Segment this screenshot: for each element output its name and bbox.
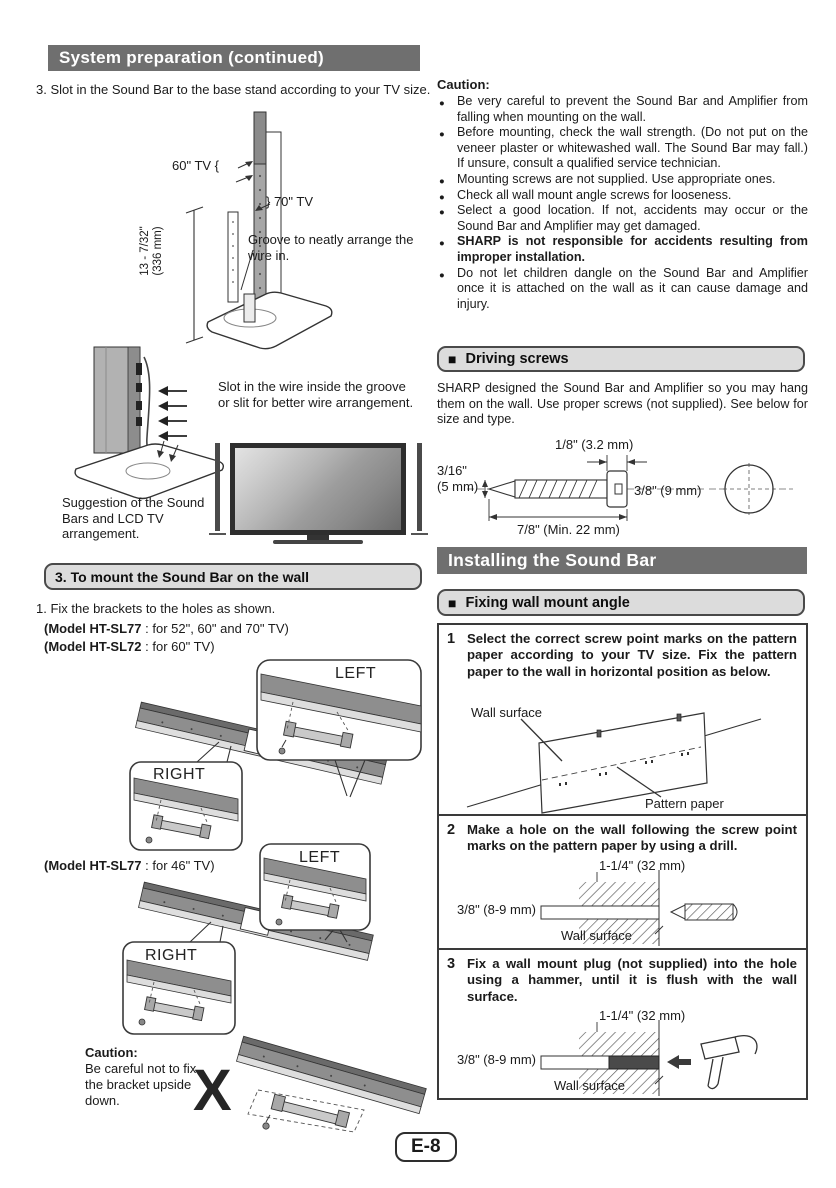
label-screw-head-diameter: 3/8" (9 mm) bbox=[634, 483, 702, 498]
pattern-paper-diagram bbox=[449, 703, 799, 815]
subheader-driving-screws: ■ Driving screws bbox=[437, 346, 805, 372]
caution-heading: Caution: bbox=[85, 1045, 138, 1060]
caution-item: ● Before mounting, check the wall strength. (Do not put on the veneer plaster or whitewashed wall. The Sound Bar may fall.) If unsure, consult a qualified service technician. bbox=[439, 125, 808, 171]
caution-item-bold: ● SHARP is not responsible for accidents resulting from improper installation. bbox=[439, 234, 808, 264]
step-number: 1 bbox=[447, 631, 456, 647]
label-60tv: 60" TV { bbox=[172, 158, 220, 173]
tv-frame bbox=[230, 443, 406, 535]
step3-instruction: 3. Slot in the Sound Bar to the base stand according to your TV size. bbox=[36, 82, 431, 97]
bullet-icon: ● bbox=[439, 191, 445, 203]
label-screw-length: 7/8" (Min. 22 mm) bbox=[517, 522, 620, 537]
bullet-icon: ● bbox=[439, 175, 445, 187]
callout-right-label-1: RIGHT bbox=[153, 766, 206, 783]
bullet-icon: ● bbox=[439, 129, 445, 141]
bracket-drawing-1 bbox=[35, 656, 427, 854]
step-text: Make a hole on the wall following the screw point marks on the pattern paper by using a drill. bbox=[467, 822, 797, 854]
label-hole-depth: 1-1/4" (32 mm) bbox=[599, 858, 686, 873]
soundbar-left-foot bbox=[209, 533, 226, 535]
callout-right-label-2: RIGHT bbox=[145, 947, 198, 964]
label-hole-diameter: 3/8" (8-9 mm) bbox=[457, 902, 537, 917]
label-screw-shaft: 3/16" (5 mm) bbox=[437, 463, 479, 494]
step-box-2 bbox=[437, 814, 808, 950]
bullet-icon: ● bbox=[439, 269, 445, 281]
page-number-badge: E-8 bbox=[395, 1132, 457, 1162]
section-marker-icon: ■ bbox=[448, 351, 457, 367]
callout-left-label-1: LEFT bbox=[335, 665, 377, 682]
bracket-diagram-large-tv bbox=[35, 656, 427, 854]
wire-arrangement-diagram bbox=[60, 345, 432, 563]
tv-base bbox=[273, 540, 363, 544]
label-70tv: } 70" TV bbox=[266, 194, 314, 209]
label-wall-surface: Wall surface bbox=[471, 705, 543, 720]
label-slot-wire: Slot in the wire inside the groove or slit for better wire arrangement. bbox=[218, 379, 414, 410]
subheader-mount-wall: 3. To mount the Sound Bar on the wall bbox=[44, 563, 422, 590]
driving-screws-body: SHARP designed the Sound Bar and Amplifier so you may hang them on the wall. Use proper screws (not supplied). See below for size and type. bbox=[437, 381, 808, 427]
model-note-3: (Model HT-SL77 : for 46" TV) bbox=[44, 858, 215, 873]
model-note-2: (Model HT-SL72 : for 60" TV) bbox=[44, 639, 215, 654]
step-box-3 bbox=[437, 948, 808, 1100]
fix-brackets-instruction: 1. Fix the brackets to the holes as shown. bbox=[36, 601, 276, 616]
caution-text: Be careful not to fix the bracket upside down. bbox=[85, 1061, 197, 1108]
step-text: Select the correct screw point marks on the pattern paper according to your TV size. Fix the pattern paper to the wall in horizontal position as below. bbox=[467, 631, 797, 679]
label-groove: Groove to neatly arrange the wire in. bbox=[248, 232, 414, 263]
wrong-bracket-sketch bbox=[222, 1028, 427, 1148]
label-hole-depth: 1-1/4" (32 mm) bbox=[599, 1008, 686, 1023]
label-hole-diameter: 3/8" (8-9 mm) bbox=[457, 1052, 537, 1067]
subheader-fixing-wall-mount: ■ Fixing wall mount angle bbox=[437, 589, 805, 616]
bracket-diagram-46tv bbox=[35, 838, 427, 1046]
soundbar-right-foot bbox=[411, 533, 428, 535]
caution-item: ● Check all wall mount angle screws for looseness. bbox=[437, 188, 808, 204]
tv-illustration bbox=[215, 443, 422, 548]
caution-item: ● Select a good location. If not, accidents may occur or the Sound Bar and Amplifier may get damaged. bbox=[439, 203, 808, 233]
bullet-icon: ● bbox=[439, 98, 445, 109]
step-text: Fix a wall mount plug (not supplied) into the hole using a hammer, until it is flush with the wall surface. bbox=[467, 956, 797, 1004]
model-note-1: (Model HT-SL77 : for 52", 60" and 70" TV) bbox=[44, 621, 289, 636]
section-banner-system-preparation: System preparation (continued) bbox=[48, 45, 420, 71]
base-stand-drawing bbox=[120, 110, 422, 350]
tv-screen bbox=[235, 448, 401, 530]
step-box-1 bbox=[437, 623, 808, 816]
soundbar-left bbox=[215, 443, 220, 531]
label-stand-height: 13 - 7/32" (336 mm) bbox=[139, 226, 164, 276]
section-banner-installing: Installing the Sound Bar bbox=[437, 547, 807, 574]
caution-list bbox=[437, 94, 808, 312]
caution-heading-right: Caution: bbox=[437, 77, 490, 92]
drill-hole-diagram bbox=[449, 860, 799, 948]
soundbar-right bbox=[417, 443, 422, 531]
bracket-drawing-2 bbox=[35, 838, 427, 1046]
wrong-mark: X bbox=[193, 1058, 232, 1123]
caution-item: ● Be very careful to prevent the Sound Bar and Amplifier from falling when mounting on the wall. bbox=[439, 94, 808, 124]
label-wall-surface: Wall surface bbox=[554, 1078, 626, 1093]
step-number: 3 bbox=[447, 956, 456, 972]
wall-plug-diagram bbox=[449, 1010, 799, 1098]
callout-left-label-2: LEFT bbox=[299, 849, 341, 866]
label-wall-surface: Wall surface bbox=[561, 928, 633, 943]
caption-suggestion: Suggestion of the Sound Bars and LCD TV arrangement. bbox=[62, 495, 205, 541]
bullet-icon: ● bbox=[439, 207, 445, 219]
wrong-bracket-drawing bbox=[222, 1028, 427, 1148]
section-marker-icon: ■ bbox=[448, 594, 457, 611]
install-steps bbox=[437, 623, 808, 1100]
bullet-icon: ● bbox=[439, 238, 445, 250]
screw-drawing bbox=[437, 437, 808, 543]
label-pattern-paper: Pattern paper bbox=[645, 796, 724, 811]
caution-upside-down bbox=[85, 1045, 210, 1109]
caution-item: ● Mounting screws are not supplied. Use appropriate ones. bbox=[437, 172, 808, 188]
base-stand-diagram bbox=[120, 110, 422, 350]
caution-item: ● Do not let children dangle on the Sound Bar and Amplifier once it is attached on the wall as it can cause damage and injury. bbox=[439, 265, 808, 311]
step-number: 2 bbox=[447, 822, 456, 838]
label-screw-head-width: 1/8" (3.2 mm) bbox=[555, 437, 634, 452]
screw-diagram bbox=[437, 437, 808, 543]
